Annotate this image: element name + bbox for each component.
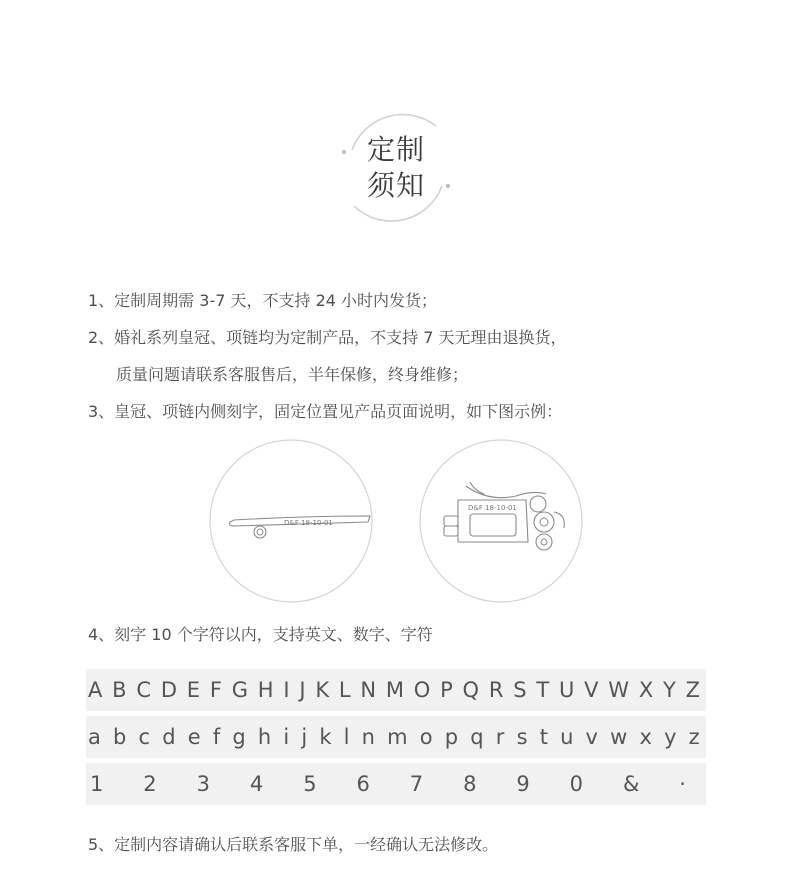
character-glyph: A [88,678,103,702]
character-glyph: g [232,725,246,749]
character-glyph: P [440,678,453,702]
note-4: 4、刻字 10 个字符以内，支持英文、数字、字符 [88,625,433,644]
character-glyph: d [162,725,176,749]
character-glyph: 5 [303,772,317,796]
character-glyph: s [516,725,528,749]
character-glyph: N [360,678,377,702]
character-glyph: h [257,725,272,749]
character-glyph: Q [462,678,480,702]
character-glyph: C [136,678,152,702]
title-line-2: 须知 [366,169,425,202]
character-glyph: m [387,725,408,749]
crown-engraving-illustration [208,438,374,604]
character-glyph: t [539,725,548,749]
character-glyph: x [639,725,652,749]
character-glyph: 9 [516,772,530,796]
note-2: 2、婚礼系列皇冠、项链均为定制产品，不支持 7 天无理由退换货， [88,328,567,347]
character-glyph: 1 [90,772,104,796]
character-glyph: r [495,725,505,749]
character-glyph: X [638,678,654,702]
character-glyph: 2 [143,772,157,796]
character-glyph: z [688,725,700,749]
character-glyph: n [361,725,375,749]
character-glyph: b [113,725,127,749]
character-glyph: R [488,678,504,702]
character-glyph: 3 [196,772,210,796]
character-glyph: y [664,725,677,749]
character-glyph: q [470,725,484,749]
character-glyph: f [212,725,221,749]
character-glyph: O [413,678,431,702]
uppercase-letters-row [86,669,706,711]
character-glyph: k [319,725,332,749]
character-glyph: F [209,678,222,702]
title-line-1: 定制 [366,133,425,166]
character-glyph: M [385,678,404,702]
character-glyph: 0 [569,772,584,796]
character-glyph: l [343,725,350,749]
character-glyph: E [186,678,201,702]
character-glyph: H [257,678,274,702]
character-glyph: 7 [409,772,424,796]
character-glyph: V [584,678,599,702]
character-glyph: p [444,725,459,749]
note-5: 5、定制内容请确认后联系客服下单，一经确认无法修改。 [88,835,499,854]
necklace-engraving-text: D&F 18-10-01 [468,504,517,512]
character-glyph: L [338,678,351,702]
character-glyph: T [536,678,550,702]
character-glyph: u [560,725,574,749]
character-glyph: Y [662,678,676,702]
lowercase-letters-row [86,716,706,758]
character-glyph: o [419,725,433,749]
character-glyph: 6 [356,772,370,796]
character-glyph: U [558,678,575,702]
character-glyph: e [187,725,201,749]
digits-symbols-row [86,763,706,805]
character-glyph: c [138,725,151,749]
character-glyph: J [299,678,306,702]
note-2-continued: 质量问题请联系客服售后，半年保修，终身维修； [116,365,469,384]
character-glyph: D [160,678,177,702]
note-3: 3、皇冠、项链内侧刻字，固定位置见产品页面说明，如下图示例： [88,402,563,421]
character-glyph: I [283,678,290,702]
note-1: 1、定制周期需 3-7 天，不支持 24 小时内发货； [88,291,438,310]
character-glyph: S [513,678,527,702]
character-glyph: · [679,772,686,796]
character-glyph: W [608,678,630,702]
title-badge [340,110,452,228]
page-title [340,132,452,204]
character-glyph: G [231,678,248,702]
character-glyph: a [88,725,101,749]
character-glyph: K [315,678,330,702]
character-glyph: Z [685,678,700,702]
character-glyph: w [610,725,628,749]
character-glyph: & [622,772,640,796]
character-glyph: B [112,678,127,702]
necklace-engraving-illustration [418,438,584,604]
crown-engraving-text: D&F 18-10-01 [284,519,333,527]
character-glyph: v [585,725,598,749]
character-glyph: j [301,725,308,749]
character-glyph: i [283,725,290,749]
character-glyph: 8 [463,772,477,796]
character-glyph: 4 [249,772,264,796]
